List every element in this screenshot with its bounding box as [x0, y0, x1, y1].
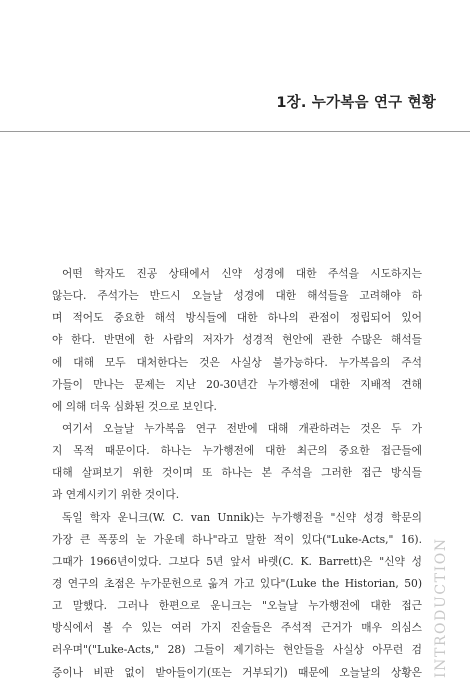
paragraph-line: 증이나 비판 없이 받아들이기(또는 거부되기) 때문에 오늘날의 상황은 [52, 665, 422, 679]
paragraph-line: 대해 살펴보기 위한 것이며 또 하나는 본 주석을 그러한 접근 방식들 [52, 466, 422, 480]
paragraph-line: 그때가 1966년이었다. 그보다 5년 앞서 바렛(C. K. Barrett)은 "신약 성 [52, 554, 422, 568]
paragraph-line: 여기서 오늘날 누가복음 연구 전반에 대해 개관하려는 것은 두 가 [62, 421, 422, 435]
title-divider [0, 131, 470, 132]
paragraph-line: 야 한다. 반면에 한 사람의 저자가 성경적 현안에 관한 수많은 해석들 [52, 333, 422, 347]
paragraph-line: 가장 큰 폭풍의 눈 가운데 하나"라고 말한 적이 있다("Luke-Acts," 16). [52, 532, 422, 546]
body-text [52, 263, 422, 684]
paragraph-line: 지 목적 때문이다. 하나는 누가행전에 대한 최근의 중요한 접근들에 [52, 444, 422, 458]
paragraph-line: 가들이 만나는 문제는 지난 20-30년간 누가행전에 대한 지배적 견해 [52, 377, 422, 391]
paragraph-line: 않는다. 주석가는 반드시 오늘날 성경에 대한 해석들을 고려해야 하 [52, 289, 422, 303]
paragraph-line: 에 대해 모두 대처한다는 것은 사실상 불가능하다. 누가복음의 주석 [52, 355, 422, 369]
paragraph-line: 며 적어도 중요한 해석 방식들에 대한 하나의 관점이 정립되어 있어 [52, 311, 422, 325]
paragraph-line: 에 의해 더욱 심화된 것으로 보인다. [52, 399, 217, 413]
paragraph-line: 경 연구의 초점은 누가문헌으로 옮겨 가고 있다"(Luke the Historian, 50) [52, 576, 422, 590]
paragraph-line: 독일 학자 운니크(W. C. van Unnik)는 누가행전을 "신약 성경 학문의 [62, 510, 422, 524]
paragraph-line: 러우며"("Luke-Acts," 28) 그들이 제기하는 현안들을 사실상 아무런 검 [52, 643, 422, 657]
paragraph-line: 방식에서 볼 수 있는 여러 가지 진술들은 주석적 근거가 매우 의심스 [52, 621, 422, 635]
paragraph-line: 고 말했다. 그러나 한편으로 운니크는 "오늘날 누가행전에 대한 접근 [52, 599, 422, 613]
paragraph-line: 과 연계시키기 위한 것이다. [52, 488, 180, 502]
side-section-label: INTRODUCTION [433, 537, 449, 678]
paragraph-line: 어떤 학자도 진공 상태에서 신약 성경에 대한 주석을 시도하지는 [62, 267, 422, 280]
side-label-container [424, 537, 450, 680]
chapter-title: 1장. 누가복음 연구 현황 [276, 95, 436, 111]
